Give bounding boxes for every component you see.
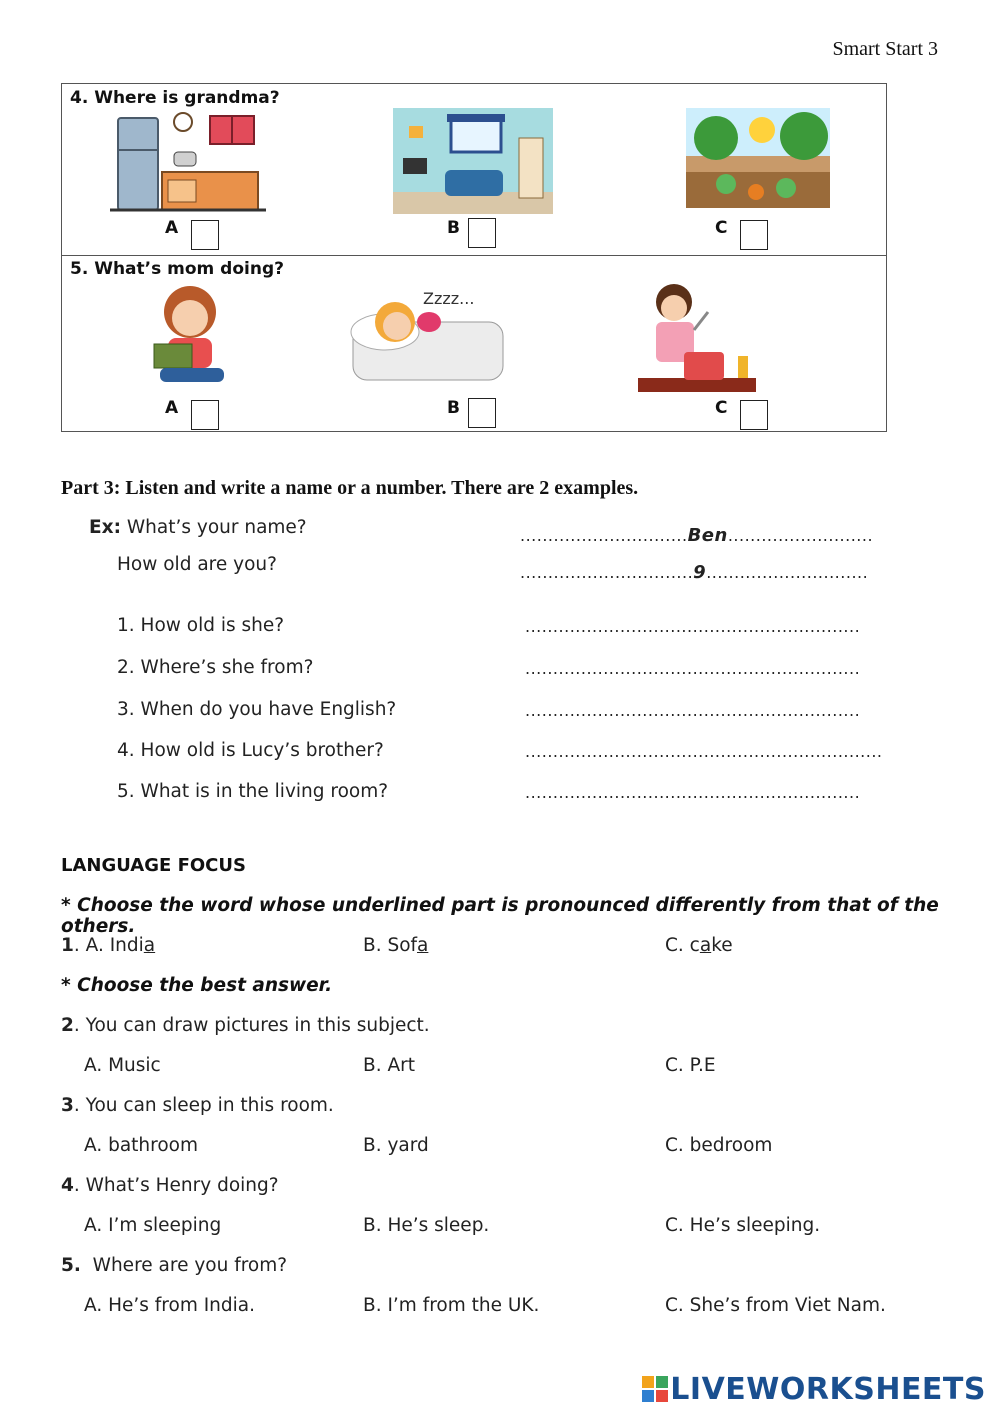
liveworksheets-grid-icon — [642, 1376, 668, 1402]
example-1-text: What’s your name? — [126, 517, 307, 538]
example-label: Ex: — [89, 517, 121, 538]
q4-option-c-label: C — [715, 218, 728, 238]
q4-option-c-checkbox[interactable] — [740, 220, 768, 250]
liveworksheets-logo-text: LIVEWORKSHEETS — [670, 1372, 986, 1407]
book-title: Smart Start 3 — [832, 38, 938, 60]
table-divider — [61, 255, 887, 256]
q4-option-b-label: B — [447, 218, 460, 238]
kitchen-image — [110, 110, 270, 214]
lf-q5-option-a[interactable]: A. He’s from India. — [84, 1295, 255, 1316]
lf-q1-option-b[interactable]: B. Sofa — [363, 935, 429, 956]
living-room-image — [393, 108, 553, 214]
sleeping-girl-image — [345, 282, 507, 386]
garden-image — [686, 108, 830, 208]
lf-q2-question: 2. You can draw pictures in this subject. — [61, 1015, 430, 1036]
lf-q3-question: 3. You can sleep in this room. — [61, 1095, 334, 1116]
reading-girl-image — [140, 282, 236, 388]
lf-q5-question: 5. Where are you from? — [61, 1255, 288, 1276]
part3-title: Part 3: Listen and write a name or a number. There are 2 examples. — [61, 477, 639, 499]
q5-option-a-checkbox[interactable] — [191, 400, 219, 430]
best-answer-instruction: * Choose the best answer. — [61, 975, 333, 996]
part3-q3-answer-field[interactable]: ............................................................ — [525, 701, 861, 720]
lf-q4-question: 4. What’s Henry doing? — [61, 1175, 279, 1196]
q5-title: 5. What’s mom doing? — [70, 259, 284, 279]
part3-q5-answer-field[interactable]: ............................................................ — [525, 783, 861, 802]
lf-q3-option-c[interactable]: C. bedroom — [665, 1135, 773, 1156]
liveworksheets-logo[interactable] — [642, 1372, 986, 1407]
lf-q4-option-c[interactable]: C. He’s sleeping. — [665, 1215, 821, 1236]
part3-q1: 1. How old is she? — [117, 615, 285, 636]
example-2-answer: 9 — [693, 562, 707, 583]
example-1-answer: Ben — [687, 525, 728, 546]
lf-q1-option-a[interactable]: 1. A. India — [61, 935, 156, 956]
example-2-answer-line: ...............................9............................. — [520, 562, 869, 583]
svg-text:Zzzz...: Zzzz... — [423, 289, 475, 308]
part3-q4: 4. How old is Lucy’s brother? — [117, 740, 384, 761]
q5-option-b-label: B — [447, 398, 460, 418]
part3-q2-answer-field[interactable]: ............................................................ — [525, 659, 861, 678]
language-focus-title: LANGUAGE FOCUS — [61, 855, 246, 876]
lf-q3-option-a[interactable]: A. bathroom — [84, 1135, 199, 1156]
lf-q4-option-b[interactable]: B. He’s sleep. — [363, 1215, 490, 1236]
q4-title: 4. Where is grandma? — [70, 88, 280, 108]
part3-q3: 3. When do you have English? — [117, 699, 397, 720]
q5-option-a-label: A — [165, 398, 179, 418]
q5-option-c-checkbox[interactable] — [740, 400, 768, 430]
lf-q5-option-b[interactable]: B. I’m from the UK. — [363, 1295, 540, 1316]
q4-option-a-label: A — [165, 218, 179, 238]
lf-q3-option-b[interactable]: B. yard — [363, 1135, 429, 1156]
lf-q2-option-a[interactable]: A. Music — [84, 1055, 161, 1076]
part3-q1-answer-field[interactable]: ............................................................ — [525, 617, 861, 636]
part3-q5: 5. What is in the living room? — [117, 781, 389, 802]
lf-q4-option-a[interactable]: A. I’m sleeping — [84, 1215, 222, 1236]
example-2-question: How old are you? — [117, 554, 277, 575]
lf-q1-number: 1 — [61, 935, 74, 956]
part3-q2: 2. Where’s she from? — [117, 657, 314, 678]
example-1-answer-line: ..............................Ben.......................... — [520, 525, 874, 546]
part3-q4-answer-field[interactable]: ................................................................ — [525, 742, 883, 761]
q4-option-a-checkbox[interactable] — [191, 220, 219, 250]
q4-option-b-checkbox[interactable] — [468, 218, 496, 248]
cooking-mom-image — [634, 282, 760, 394]
lf-q2-option-c[interactable]: C. P.E — [665, 1055, 716, 1076]
q5-option-c-label: C — [715, 398, 728, 418]
lf-q2-option-b[interactable]: B. Art — [363, 1055, 415, 1076]
q5-option-b-checkbox[interactable] — [468, 398, 496, 428]
example-1-question — [89, 517, 307, 538]
pronunciation-instruction: * Choose the word whose underlined part is pronounced differently from that of the others. — [61, 895, 939, 937]
lf-q1-option-c[interactable]: C. cake — [665, 935, 733, 956]
lf-q5-option-c[interactable]: C. She’s from Viet Nam. — [665, 1295, 886, 1316]
